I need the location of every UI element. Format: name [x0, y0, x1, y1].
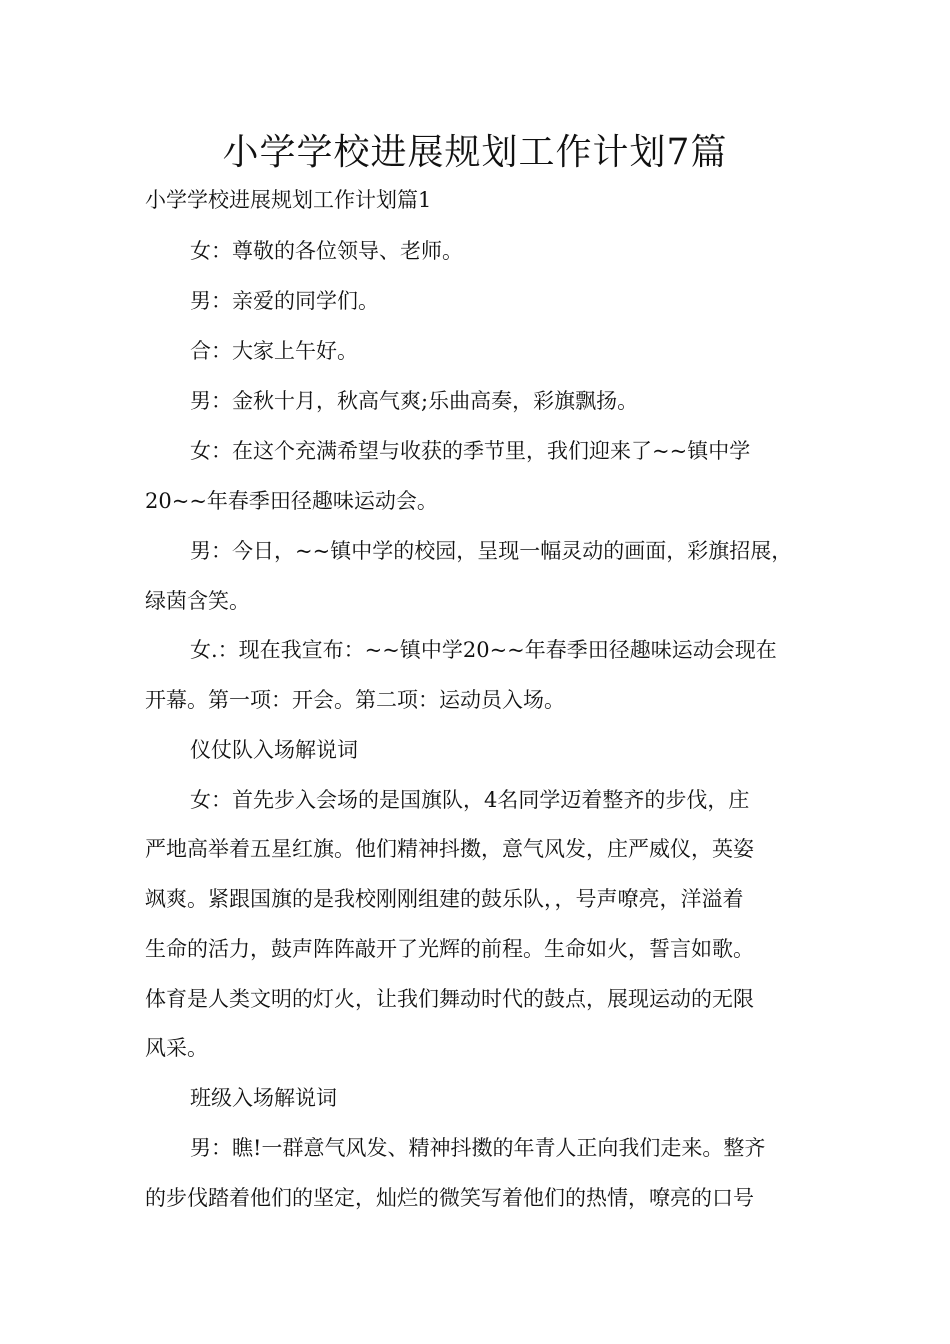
paragraph-line: 男：金秋十月，秋高气爽;乐曲高奏，彩旗飘扬。: [190, 389, 639, 413]
paragraph-line: 女.：现在我宣布：~~镇中学20~~年春季田径趣味运动会现在: [190, 638, 777, 662]
paragraph-line: 风采。: [145, 1036, 208, 1060]
paragraph-line: 男：今日，~~镇中学的校园，呈现一幅灵动的画面，彩旗招展，: [190, 539, 793, 563]
section-heading: 班级入场解说词: [190, 1086, 337, 1110]
paragraph-line: 绿茵含笑。: [145, 589, 250, 613]
paragraph-line: 女：尊敬的各位领导、老师。: [190, 239, 463, 263]
paragraph-line: 开幕。第一项：开会。第二项：运动员入场。: [145, 688, 565, 712]
document-title: 小学学校进展规划工作计划7篇: [222, 132, 728, 173]
paragraph-line: 生命的活力，鼓声阵阵敲开了光辉的前程。生命如火，誓言如歌。: [145, 937, 754, 961]
paragraph-line: 女：在这个充满希望与收获的季节里，我们迎来了~~镇中学: [190, 439, 751, 463]
paragraph-line: 体育是人类文明的灯火，让我们舞动时代的鼓点，展现运动的无限: [145, 987, 754, 1011]
section-heading: 仪仗队入场解说词: [190, 738, 358, 762]
paragraph-line: 飒爽。紧跟国旗的是我校刚刚组建的鼓乐队，，号声嘹亮，洋溢着: [145, 887, 744, 911]
paragraph-line: 的步伐踏着他们的坚定，灿烂的微笑写着他们的热情，嘹亮的口号: [145, 1186, 754, 1210]
document-subtitle: 小学学校进展规划工作计划篇1: [145, 188, 432, 212]
paragraph-line: 合：大家上午好。: [190, 339, 358, 363]
paragraph-line: 男：瞧!一群意气风发、精神抖擞的年青人正向我们走来。整齐: [190, 1136, 766, 1160]
paragraph-line: 20~~年春季田径趣味运动会。: [145, 489, 438, 513]
paragraph-line: 女：首先步入会场的是国旗队，4名同学迈着整齐的步伐，庄: [190, 788, 750, 812]
paragraph-line: 男：亲爱的同学们。: [190, 289, 379, 313]
paragraph-line: 严地高举着五星红旗。他们精神抖擞，意气风发，庄严威仪，英姿: [145, 837, 754, 861]
